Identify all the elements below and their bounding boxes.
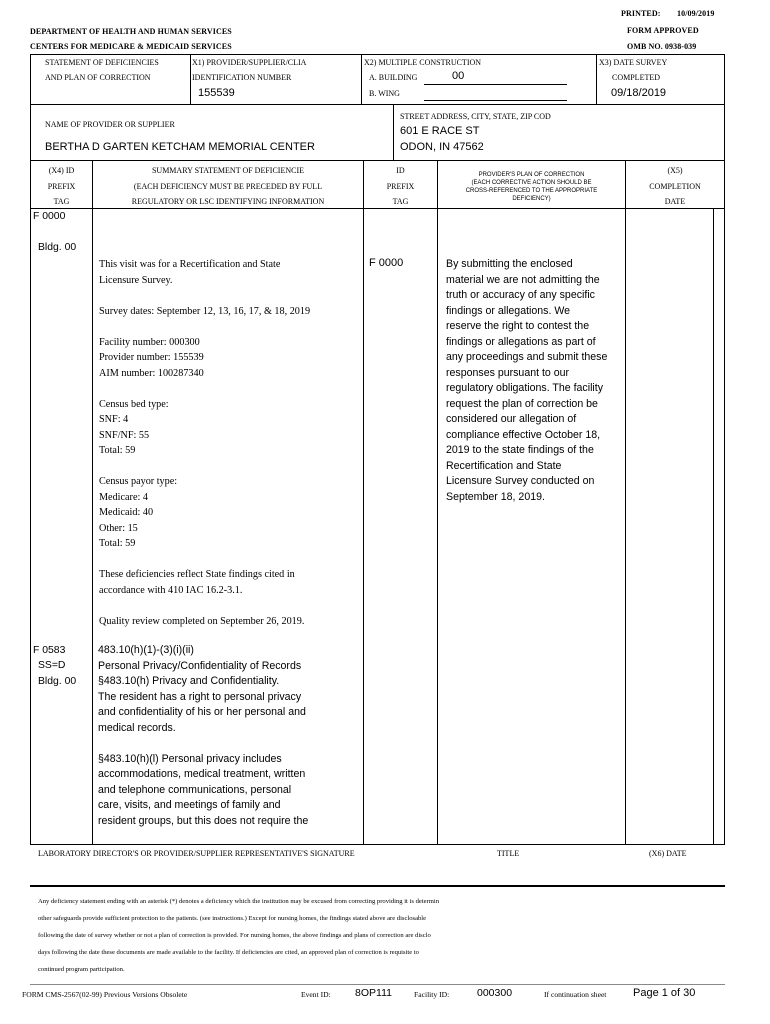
survey-date-value: 09/18/2019 (611, 87, 667, 99)
summary-header-1: SUMMARY STATEMENT OF DEFICIENCIE (151, 166, 305, 175)
signature-label: LABORATORY DIRECTOR'S OR PROVIDER/SUPPLIER REPRESENTATIVE'S SIGNATURE (38, 849, 355, 858)
rule (437, 160, 438, 844)
facility-id-label: Facility ID: (414, 990, 450, 999)
disclaimer (38, 893, 439, 978)
summary-line: Medicare: 4 (99, 491, 148, 503)
plan-line: findings or allegations. We (446, 304, 571, 317)
summary-line: SNF: 4 (99, 414, 129, 425)
rule (190, 54, 191, 104)
rule (363, 160, 364, 844)
disclaimer-line: Any deficiency statement ending with an asterisk (*) denotes a deficiency which the institution may be excused from correcting providing it is determin (38, 898, 440, 905)
provider-name-label: NAME OF PROVIDER OR SUPPLIER (45, 120, 175, 129)
summary-line: Medicaid: 40 (99, 507, 154, 518)
plan-line: compliance effective October 18, (446, 428, 601, 441)
disclaimer-line: following the date of survey whether or not a plan of correction is provided. For nursing homes, the above findings and plans of correction are disclo (38, 932, 431, 939)
building-value: 00 (452, 70, 465, 82)
summary-header-3: REGULATORY OR LSC IDENTIFYING INFORMATION (131, 197, 325, 206)
f0583-line: medical records. (98, 721, 176, 734)
plan-line: By submitting the enclosed (446, 258, 573, 270)
x5-header-2: COMPLETION (649, 182, 701, 191)
plan-line: reserve the right to contest the (446, 320, 590, 332)
summary-line: Census bed type: (99, 398, 169, 410)
summary-line: AIM number: 100287340 (99, 367, 204, 379)
disclaimer-line: days following the date these documents are made available to the facility. If deficiencies are cited, an approved plan of correction is requisite to (38, 949, 419, 956)
address-line-2: ODON, IN 47562 (400, 141, 484, 153)
plan-line: 2019 to the state findings of the (446, 444, 594, 456)
provider-id-value: 155539 (198, 87, 235, 99)
id-header-3: TAG (392, 197, 409, 206)
rule (393, 104, 394, 160)
statement-label-1: STATEMENT OF DEFICIENCIES (45, 58, 159, 67)
plan-text (446, 257, 607, 505)
f0583-line: §483.10(h)(l) Personal privacy includes (98, 752, 282, 765)
wing-label: B. WING (369, 89, 400, 98)
f0583-line: 483.10(h)(1)-(3)(i)(ii) (98, 644, 194, 656)
rule (713, 208, 714, 844)
rule (30, 54, 725, 55)
centers-title: CENTERS FOR MEDICARE & MEDICAID SERVICES (30, 42, 232, 51)
summary-line: These deficiencies reflect State findings cited in (99, 569, 295, 580)
summary-line: Provider number: 155539 (99, 352, 204, 363)
rule (30, 984, 725, 985)
tag-bldg-1: Bldg. 00 (38, 242, 77, 253)
rule (30, 208, 725, 209)
completed-label: COMPLETED (612, 73, 660, 82)
date-survey-label: X3) DATE SURVEY (599, 58, 668, 67)
provider-name-value: BERTHA D GARTEN KETCHAM MEMORIAL CENTER (45, 141, 315, 153)
rule (625, 160, 626, 844)
summary-line: Other: 15 (99, 522, 138, 534)
event-id-label: Event ID: (301, 990, 331, 999)
f0583-line: and telephone communications, personal (98, 783, 292, 796)
plan-line: any proceedings and submit these (446, 351, 608, 363)
plan-line: material we are not admitting the (446, 273, 600, 286)
plan-line: request the plan of correction be (446, 397, 598, 410)
identification-label: IDENTIFICATION NUMBER (192, 73, 292, 82)
plan-header-3: CROSS-REFERENCED TO THE APPROPRIATE (465, 188, 598, 194)
plan-line: Recertification and State (446, 459, 562, 472)
summary-line: Census payor type: (99, 476, 178, 487)
printed-date: 10/09/2019 (677, 9, 715, 18)
tag-bldg-2: Bldg. 00 (38, 676, 77, 687)
rule (596, 54, 597, 104)
title-label: TITLE (497, 849, 520, 858)
f0583-line: resident groups, but this does not require the (98, 814, 309, 827)
plan-line: September 18, 2019. (446, 490, 545, 503)
id-header-1: ID (396, 166, 405, 175)
rule (30, 104, 725, 105)
summary-line: Total: 59 (99, 445, 136, 456)
plan-header-4: DEFICIENCY) (512, 196, 551, 202)
tag-f0583: F 0583 (33, 645, 66, 656)
continuation-label: If continuation sheet (544, 990, 607, 999)
summary-line: accordance with 410 IAC 16.2-3.1. (99, 584, 243, 596)
plan-line: responses pursuant to our (446, 366, 570, 379)
wing-underline (424, 100, 567, 101)
event-id-value: 8OP111 (355, 987, 392, 999)
disclaimer-line: other safeguards provide sufficient protection to the patients. (see instructions.) Except for nursing homes, the findings stated above are disclosable (38, 915, 427, 922)
f0583-text (98, 643, 308, 829)
building-underline (424, 84, 567, 85)
summary-line: Quality review completed on September 26, 2019. (99, 615, 305, 627)
summary-text (99, 257, 310, 629)
rule (361, 54, 362, 104)
summary-line: SNF/NF: 55 (99, 429, 150, 441)
page-number: Page 1 of 30 (633, 987, 696, 999)
omb-number: OMB NO. 0938-039 (627, 42, 697, 51)
id-header-2: PREFIX (386, 182, 415, 191)
f0583-line: Personal Privacy/Confidentiality of Records (98, 659, 302, 672)
x6-date-label: (X6) DATE (649, 849, 687, 858)
x4-header-3: TAG (53, 197, 70, 206)
x4-header-1: (X4) ID (48, 166, 75, 175)
f0583-line: accommodations, medical treatment, written (98, 768, 306, 780)
facility-id-value: 000300 (477, 987, 513, 999)
plan-header-2: (EACH CORRECTIVE ACTION SHOULD BE (471, 180, 592, 186)
plan-line: considered our allegation of (446, 413, 577, 425)
plan-line: regulatory obligations. The facility (446, 382, 604, 394)
f0583-line: §483.10(h) Privacy and Confidentiality. (98, 675, 280, 687)
form-approved: FORM APPROVED (627, 26, 699, 35)
f0583-line: care, visits, and meetings of family and (98, 799, 281, 811)
plan-header-1: PROVIDER'S PLAN OF CORRECTION (478, 172, 585, 178)
summary-line: Licensure Survey. (99, 274, 173, 286)
f0583-line: and confidentiality of his or her personal and (98, 706, 306, 718)
department-title: DEPARTMENT OF HEALTH AND HUMAN SERVICES (30, 27, 232, 36)
disclaimer-line: continued program participation. (38, 966, 125, 973)
statement-label-2: AND PLAN OF CORRECTION (45, 73, 151, 82)
summary-line: Facility number: 000300 (99, 336, 200, 348)
tag-ss: SS=D (38, 660, 66, 671)
x4-header-2: PREFIX (47, 182, 76, 191)
summary-line: This visit was for a Recertification and State (99, 259, 281, 270)
plan-line: Licensure Survey conducted on (446, 475, 595, 487)
multiple-construction-label: X2) MULTIPLE CONSTRUCTION (364, 58, 482, 67)
address-line-1: 601 E RACE ST (400, 125, 480, 137)
f0583-line: The resident has a right to personal privacy (98, 690, 302, 703)
plan-line: findings or allegations as part of (446, 335, 596, 348)
building-label: A. BUILDING (369, 73, 418, 82)
printed-label: PRINTED: (621, 9, 661, 18)
plan-tag: F 0000 (369, 257, 404, 269)
x5-header-3: DATE (664, 197, 686, 206)
rule (92, 160, 93, 844)
form-id: FORM CMS-2567(02-99) Previous Versions Obsolete (22, 990, 188, 999)
x5-header-1: (X5) (667, 166, 683, 175)
tag-f0000: F 0000 (33, 211, 66, 222)
rule (724, 54, 725, 844)
plan-line: truth or accuracy of any specific (446, 289, 595, 301)
summary-line: Total: 59 (99, 538, 136, 549)
rule (30, 844, 725, 845)
summary-header-2: (EACH DEFICIENCY MUST BE PRECEDED BY FULL (133, 182, 323, 191)
summary-line: Survey dates: September 12, 13, 16, 17, & 18, 2019 (99, 305, 311, 317)
rule (30, 885, 725, 887)
address-label: STREET ADDRESS, CITY, STATE, ZIP COD (400, 112, 551, 121)
provider-id-label: X1) PROVIDER/SUPPLIER/CLIA (192, 58, 307, 67)
rule (30, 160, 725, 161)
